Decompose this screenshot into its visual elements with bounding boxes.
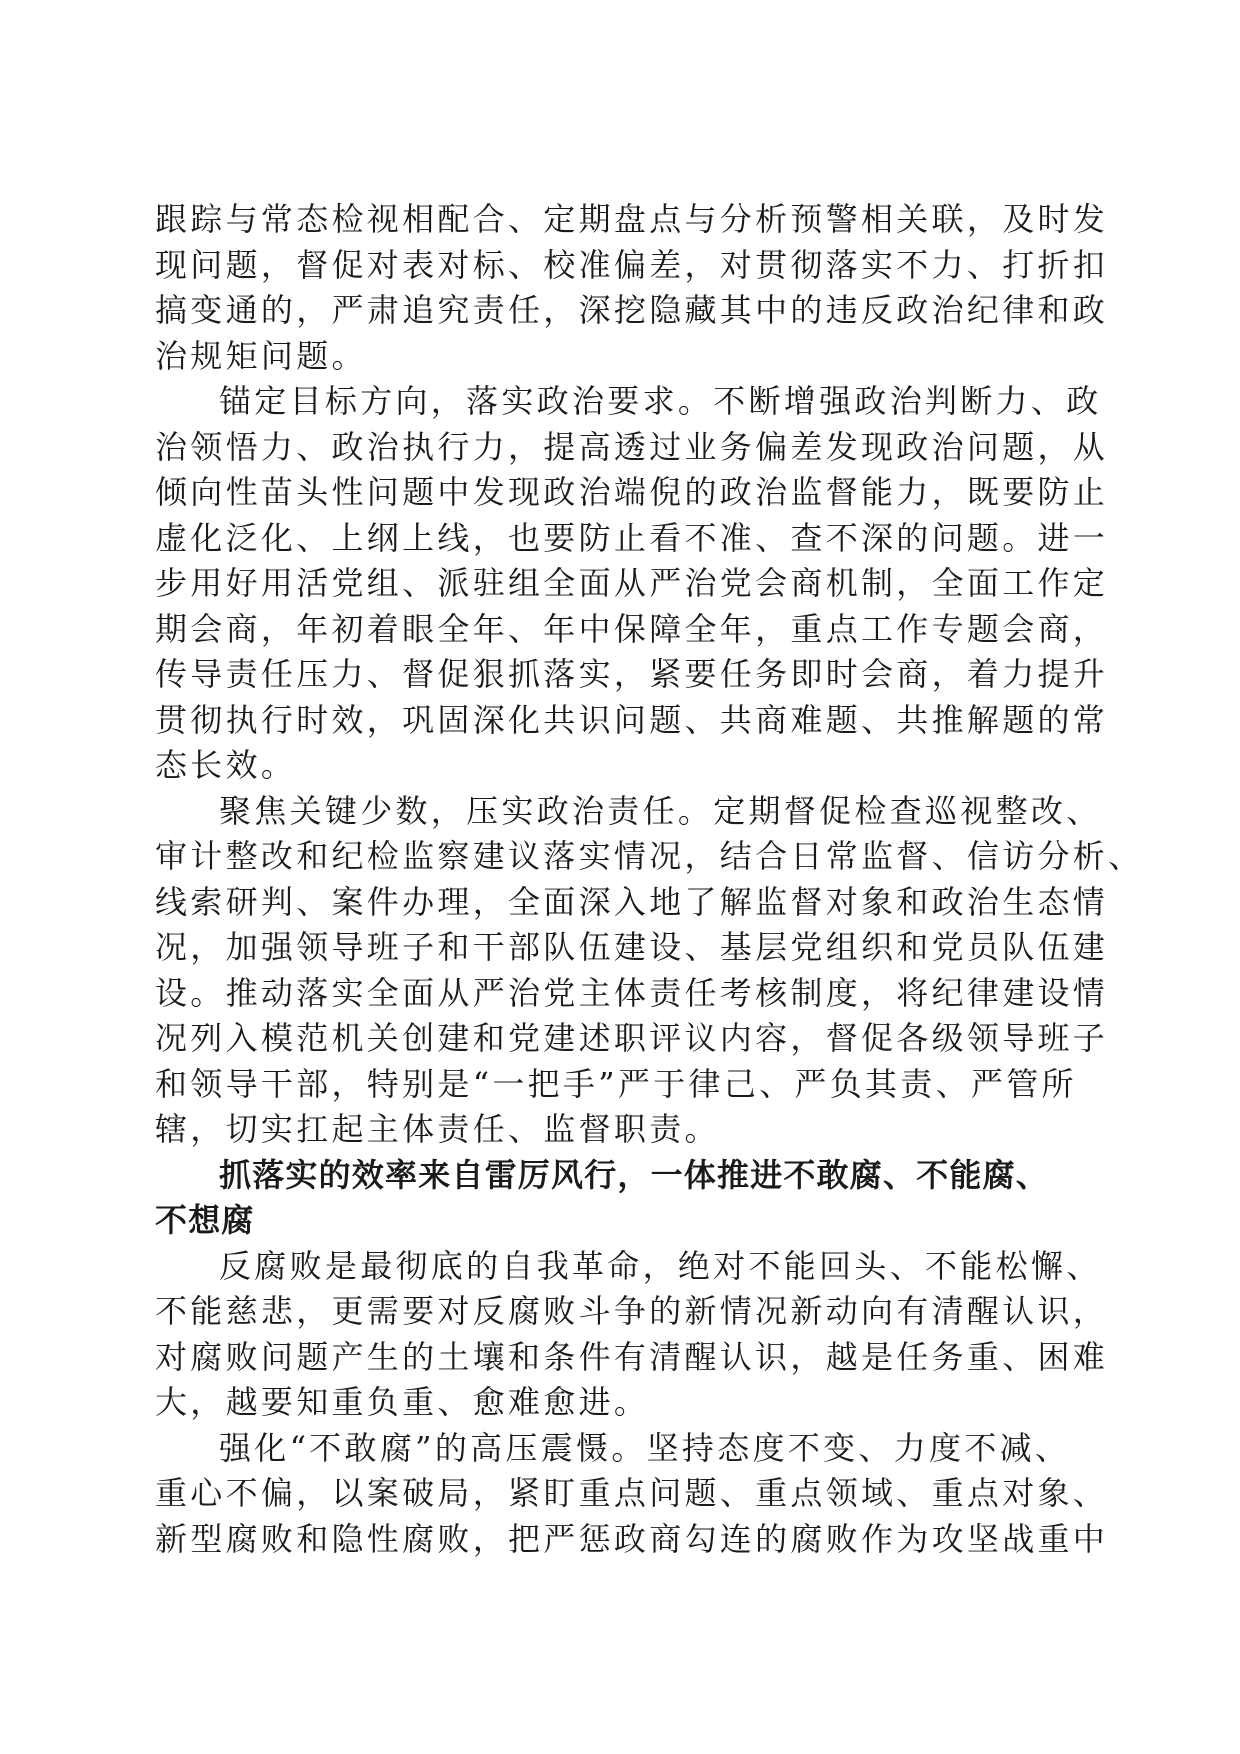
text-line: 治领悟力、政治执行力，提高透过业务偏差发现政治问题，从 (155, 427, 1109, 466)
document-body (155, 197, 1144, 1562)
text-line: 设。推动落实全面从严治党主体责任考核制度，将纪律建设情 (155, 973, 1109, 1012)
text-line: 贯彻执行时效，巩固深化共识问题、共商难题、共推解题的常 (155, 700, 1109, 739)
text-line: 期会商，年初着眼全年、年中保障全年，重点工作专题会商， (155, 609, 1109, 648)
paragraph-first-line: 强化“不敢腐”的高压震慑。坚持态度不变、力度不减、 (219, 1428, 1071, 1467)
text-line: 态长效。 (155, 746, 297, 784)
text-line: 倾向性苗头性问题中发现政治端倪的政治监督能力，既要防止 (155, 473, 1109, 511)
text-line: 跟踪与常态检视相配合、定期盘点与分析预警相关联，及时发 (155, 200, 1109, 238)
text-line: 治规矩问题。 (155, 336, 367, 375)
paragraph-first-line: 反腐败是最彻底的自我革命，绝对不能回头、不能松懈、 (219, 1246, 1102, 1285)
text-line: 况列入模范机关创建和党建述职评议内容，督促各级领导班子 (155, 1019, 1109, 1057)
text-line: 虚化泛化、上纲上线，也要防止看不准、查不深的问题。进一 (155, 518, 1109, 557)
text-line: 线索研判、案件办理，全面深入地了解监督对象和政治生态情 (155, 882, 1109, 921)
text-line: 大，越要知重负重、愈难愈进。 (155, 1383, 650, 1421)
text-line: 不能慈悲，更需要对反腐败斗争的新情况新动向有清醒认识， (155, 1292, 1109, 1330)
text-line: 对腐败问题产生的土壤和条件有清醒认识，越是任务重、困难 (155, 1337, 1109, 1376)
text-line: 况，加强领导班子和干部队伍建设、基层党组织和党员队伍建 (155, 928, 1109, 966)
section-heading: 不想腐 (155, 1201, 255, 1239)
text-line: 现问题，督促对表对标、校准偏差，对贯彻落实不力、打折扣 (155, 245, 1109, 284)
text-line: 重心不偏，以案破局，紧盯重点问题、重点领域、重点对象、 (155, 1474, 1109, 1512)
text-line: 传导责任压力、督促狠抓落实，紧要任务即时会商，着力提升 (155, 655, 1109, 693)
text-line: 审计整改和纪检监察建议落实情况，结合日常监督、信访分析、 (155, 837, 1144, 875)
text-line: 步用好用活党组、派驻组全面从严治党会商机制，全面工作定 (155, 564, 1109, 602)
text-line: 新型腐败和隐性腐败，把严惩政商勾连的腐败作为攻坚战重中 (155, 1519, 1109, 1558)
section-heading: 抓落实的效率来自雷厉风行，一体推进不敢腐、不能腐、 (219, 1155, 1050, 1194)
text-line: 和领导干部，特别是“一把手”严于律己、严负其责、严管所 (155, 1064, 1077, 1103)
paragraph-first-line: 锚定目标方向，落实政治要求。不断增强政治判断力、政 (219, 382, 1102, 420)
text-line: 搞变通的，严肃追究责任，深挖隐藏其中的违反政治纪律和政 (155, 291, 1109, 329)
paragraph-first-line: 聚焦关键少数，压实政治责任。定期督促检查巡视整改、 (219, 791, 1102, 830)
text-line: 辖，切实扛起主体责任、监督职责。 (155, 1110, 720, 1148)
